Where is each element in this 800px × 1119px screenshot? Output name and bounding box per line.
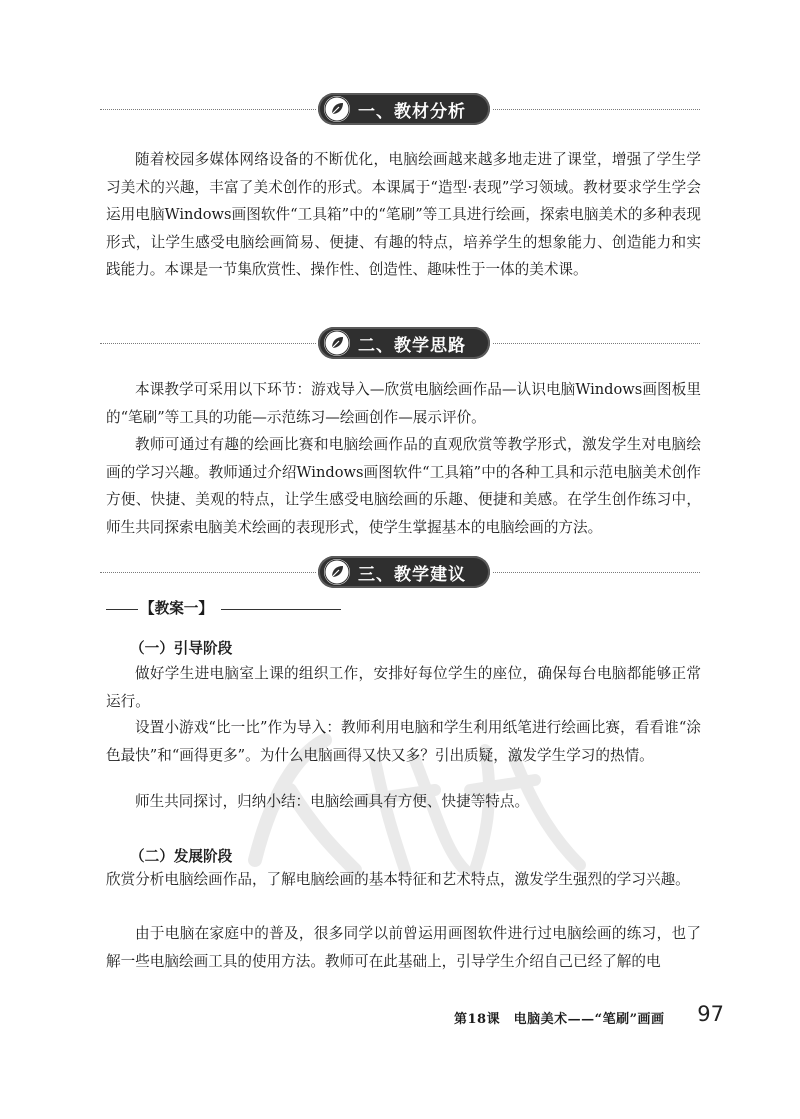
section-title-pill — [318, 327, 490, 359]
section-header-2 — [100, 326, 700, 362]
lesson-plan-label — [106, 597, 346, 621]
page-number: 97 — [697, 1002, 724, 1026]
section-title: 二、教学思路 — [358, 336, 466, 356]
running-footer-lesson-title: 第18课 电脑美术——“笔刷”画画 — [454, 1012, 665, 1027]
section-title: 一、教材分析 — [358, 102, 466, 122]
stage-heading-guide: （一）引导阶段 — [130, 640, 233, 657]
section-header-1 — [100, 92, 700, 128]
section-header-3 — [100, 555, 700, 591]
section2-paragraph-1: 本课教学可采用以下环节：游戏导入—欣赏电脑绘画作品—认识电脑Windows画图板里的“笔刷”等工具的功能—示范练习—绘画创作—展示评价。 — [106, 381, 701, 426]
stage1-paragraph-2: 设置小游戏“比一比”作为导入：教师利用电脑和学生利用纸笔进行绘画比赛，看看谁“涂色最快”和“画得更多”。为什么电脑画得又快又多？引出质疑，激发学生学习的热情。 — [106, 719, 701, 764]
stage1-paragraph-1: 做好学生进电脑室上课的组织工作，安排好每位学生的座位，确保每台电脑都能够正常运行。 — [106, 665, 701, 710]
stage2-paragraph-1: 欣赏分析电脑绘画作品，了解电脑绘画的基本特征和艺术特点，激发学生强烈的学习兴趣。 — [106, 871, 690, 888]
section2-paragraph-2: 教师可通过有趣的绘画比赛和电脑绘画作品的直观欣赏等教学形式，激发学生对电脑绘画的学习兴趣。教师通过介绍Windows画图软件“工具箱”中的各种工具和示范电脑美术创作方便、快捷、美观的特点，让学生感受电脑绘画的乐趣、便捷和美感。在学生创作练习中，师生共同探索电脑美术绘画的表现形式，使学生掌握基本的电脑绘画的方法。 — [106, 436, 701, 536]
leaf-emblem-icon — [324, 559, 350, 585]
stage2-paragraph-2: 由于电脑在家庭中的普及，很多同学以前曾运用画图软件进行过电脑绘画的练习，也了解一些电脑绘画工具的使用方法。教师可在此基础上，引导学生介绍自己已经了解的电 — [106, 925, 701, 970]
stage1-paragraph-3: 师生共同探讨，归纳小结：电脑绘画具有方便、快捷等特点。 — [135, 793, 530, 810]
section-title-pill — [318, 93, 490, 125]
section-title: 三、教学建议 — [358, 565, 466, 585]
page-footer — [454, 1000, 724, 1032]
leaf-emblem-icon — [324, 96, 350, 122]
stage-heading-develop: （二）发展阶段 — [130, 848, 233, 865]
section-title-pill — [318, 556, 490, 588]
section1-paragraph: 随着校园多媒体网络设备的不断优化，电脑绘画越来越多地走进了课堂，增强了学生学习美术的兴趣，丰富了美术创作的形式。本课属于“造型·表现”学习领域。教材要求学生学会运用电脑Windows画图软件“工具箱”中的“笔刷”等工具进行绘画，探索电脑美术的多种表现形式，让学生感受电脑绘画简易、便捷、有趣的特点，培养学生的想象能力、创造能力和实践能力。本课是一节集欣赏性、操作性、创造性、趣味性于一体的美术课。 — [106, 151, 701, 278]
lesson-plan-label-text: 【教案一】 — [140, 600, 213, 617]
leaf-emblem-icon — [324, 330, 350, 356]
